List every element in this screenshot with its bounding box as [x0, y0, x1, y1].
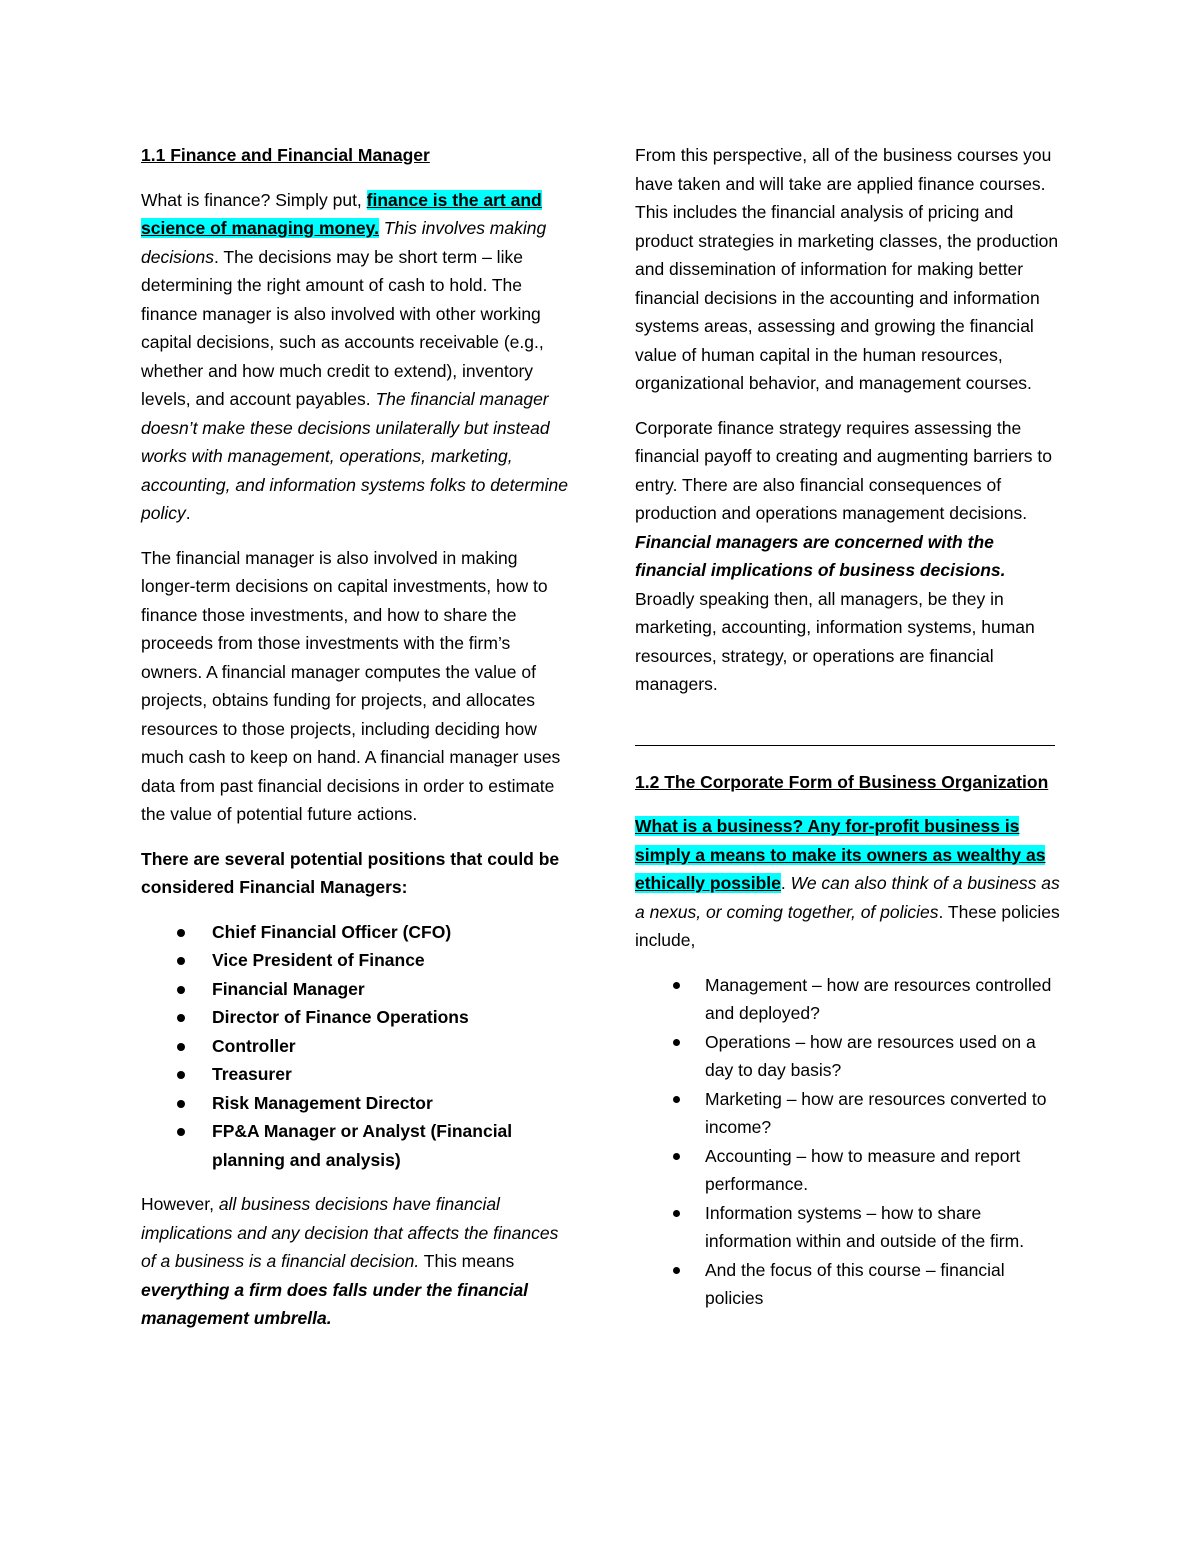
list-item: Accounting – how to measure and report performance.	[635, 1142, 1065, 1199]
paragraph-what-is-business	[635, 812, 1065, 955]
intro-text: What is finance? Simply put,	[141, 189, 367, 210]
this-means-text: This means	[419, 1251, 515, 1271]
list-item: Operations – how are resources used on a day to day basis?	[635, 1028, 1065, 1085]
period: .	[185, 503, 191, 523]
strategy-text: Corporate finance strategy requires assessing the financial payoff to creating and augmenting barriers to entry. There are also financial consequences of production and operations management decisions.	[635, 417, 1053, 523]
list-item: Financial Manager	[141, 975, 573, 1004]
section-divider	[635, 745, 1055, 746]
paragraph-positions-intro	[141, 845, 573, 902]
paragraph-perspective: From this perspective, all of the business courses you have taken and will take are applied finance courses. This includes the financial analysis of pricing and product strategies in marketing classes, the production and dissemination of information for making better financial decisions in the accounting and information systems areas, assessing and growing the financial value of human capital in the human resources, organizational behavior, and management courses.	[635, 145, 1059, 393]
list-item: FP&A Manager or Analyst (Financial planning and analysis)	[141, 1117, 573, 1174]
paragraph-however	[141, 1190, 573, 1333]
list-item: Director of Finance Operations	[141, 1003, 573, 1032]
finance-definition-highlight: finance is the art and science of managing money.	[141, 189, 542, 238]
paragraph-corporate-strategy	[635, 414, 1065, 699]
list-item: And the focus of this course – financial policies	[635, 1256, 1065, 1313]
section-heading-1-2: 1.2 The Corporate Form of Business Organization	[635, 771, 1049, 792]
left-column	[141, 141, 573, 1349]
bold-italic-umbrella: everything a firm does falls under the financial management umbrella.	[141, 1279, 529, 1328]
short-term-decisions-text: . The decisions may be short term – like determining the right amount of cash to hold. The finance manager is also involved with other working capital decisions, such as accounts receivable (e.g., whether and how much credit to extend), inventory levels, and account payables.	[141, 246, 544, 409]
positions-intro-bold: There are several potential positions that could be considered Financial Managers:	[141, 848, 560, 897]
policies-include-text: . These policies include,	[635, 901, 1060, 950]
italic-financial-manager-policy: The financial manager doesn’t make these decisions unilaterally but instead works with management, operations, marketing, accounting, and information systems folks to determine policy	[141, 389, 569, 523]
paragraph-long-term-decisions: The financial manager is also involved in making longer-term decisions on capital investments, how to finance those investments, and how to share the proceeds from those investments with the firm’s owners. A financial manager computes the value of projects, obtains funding for projects, and allocates resources to those projects, including deciding how much cash to keep on hand. A financial manager uses data from past financial decisions in order to estimate the value of potential future actions.	[141, 547, 561, 824]
section-heading-1-1: 1.1 Finance and Financial Manager	[141, 145, 430, 165]
however-text: However,	[141, 1194, 219, 1214]
list-item: Chief Financial Officer (CFO)	[141, 918, 573, 947]
business-policies-list	[635, 971, 1065, 1313]
italic-involves-decisions: This involves making decisions	[141, 218, 547, 267]
business-definition-highlight: What is a business? Any for-profit business is simply a means to make its owners as wealthy as ethically possible	[635, 816, 1046, 893]
right-column	[635, 141, 1065, 1329]
financial-manager-positions-list	[141, 918, 573, 1175]
list-item: Marketing – how are resources converted to income?	[635, 1085, 1065, 1142]
italic-business-decisions: all business decisions have financial implications and any decision that affects the finances of a business is a financial decision.	[141, 1194, 559, 1271]
list-item: Treasurer	[141, 1060, 573, 1089]
list-item: Controller	[141, 1032, 573, 1061]
list-item: Vice President of Finance	[141, 946, 573, 975]
list-item: Information systems – how to share information within and outside of the firm.	[635, 1199, 1065, 1256]
period: .	[780, 873, 791, 893]
paragraph-what-is-finance	[141, 186, 573, 528]
list-item: Risk Management Director	[141, 1089, 573, 1118]
italic-nexus: We can also think of a business as a nexus, or coming together, of policies	[635, 873, 1060, 922]
bold-italic-financial-managers: Financial managers are concerned with the financial implications of business decisions.	[635, 531, 1006, 580]
broadly-speaking-text: Broadly speaking then, all managers, be they in marketing, accounting, information systems, human resources, strategy, or operations are financial managers.	[635, 588, 1035, 694]
list-item: Management – how are resources controlled and deployed?	[635, 971, 1065, 1028]
